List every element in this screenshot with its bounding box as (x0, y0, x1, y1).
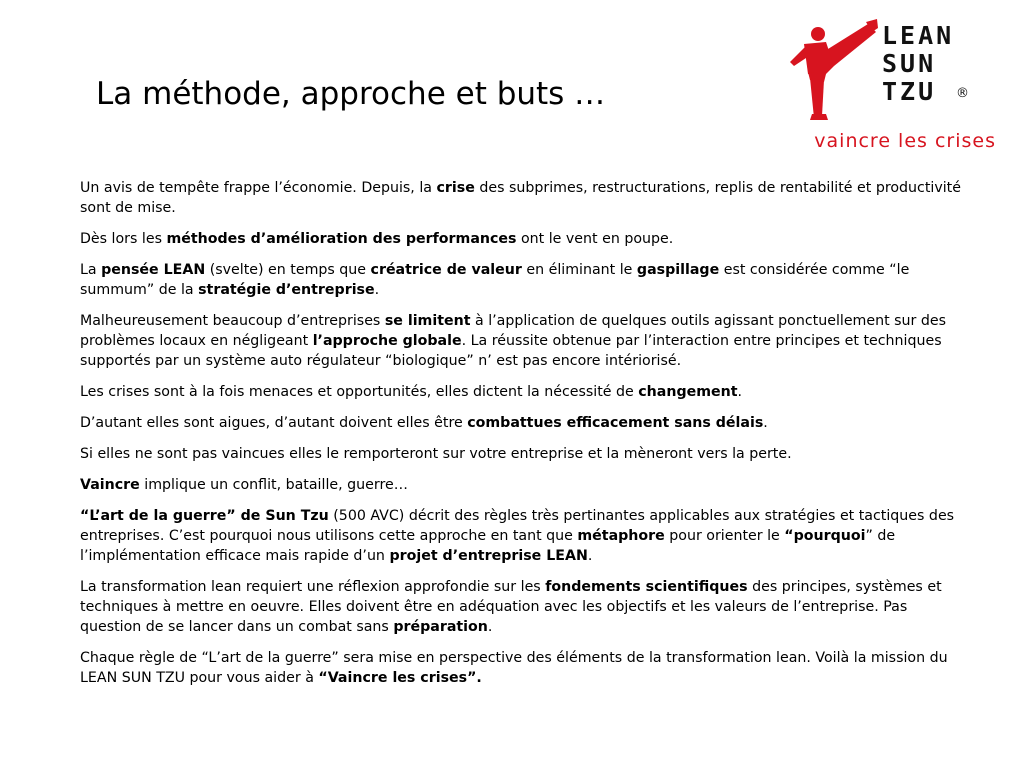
text-run: . (374, 282, 380, 298)
bold-text: “pourquoi (784, 528, 866, 544)
bold-text: l’approche globale (312, 333, 462, 349)
paragraph (80, 260, 970, 300)
text-run: D’autant elles sont aigues, d’autant doivent elles être (80, 415, 468, 431)
lean-sun-tzu-logo (760, 18, 1010, 158)
text-run: est considérée comme “le summum” de la (80, 262, 910, 298)
paragraph (80, 178, 970, 218)
paragraph (80, 506, 970, 566)
bold-text: gaspillage (636, 262, 720, 278)
bold-text: “L’art de la guerre” de Sun Tzu (80, 508, 329, 524)
text-run: . (587, 548, 593, 564)
bold-text: créatrice de valeur (370, 262, 522, 278)
text-run: . (487, 619, 493, 635)
bold-text: “Vaincre les crises”. (318, 670, 482, 686)
paragraph (80, 444, 970, 464)
bold-text: se limitent (384, 313, 471, 329)
text-run: Malheureusement beaucoup d’entreprises (80, 313, 385, 329)
page-title: La méthode, approche et buts … (96, 76, 606, 112)
text-run: des subprimes, restructurations, replis de rentabilité et productivité sont de mise. (80, 180, 961, 216)
text-run: . (763, 415, 768, 431)
text-run: Un avis de tempête frappe l’économie. Depuis, la (80, 180, 437, 196)
logo-line-lean: LEAN (882, 21, 955, 50)
paragraph (80, 382, 970, 402)
registered-mark: ® (956, 86, 969, 101)
paragraph (80, 311, 970, 371)
bold-text: changement (638, 384, 738, 400)
text-run: . La réussite obtenue par l’interaction entre principes et techniques supportés par un système auto régulateur “biologique” n’ est pas encore intériorisé. (80, 333, 942, 369)
text-run: Si elles ne sont pas vaincues elles le remporteront sur votre entreprise et la mèneront vers la perte. (80, 446, 792, 462)
text-run: La transformation lean requiert une réflexion approfondie sur les (80, 579, 546, 595)
bold-text: Vaincre (80, 477, 140, 493)
text-run: Les crises sont à la fois menaces et opportunités, elles dictent la nécessité de (80, 384, 639, 400)
bold-text: combattues efficacement sans délais (467, 415, 764, 431)
karate-kick-silhouette-icon (782, 18, 878, 120)
text-run: ont le vent en poupe. (516, 231, 674, 247)
bold-text: préparation (393, 619, 488, 635)
text-run: Dès lors les (80, 231, 167, 247)
bold-text: projet d’entreprise LEAN (389, 548, 588, 564)
bold-text: métaphore (577, 528, 665, 544)
logo-line-tzu: TZU (882, 77, 937, 106)
text-run: en éliminant le (521, 262, 637, 278)
text-run: . (737, 384, 743, 400)
logo-wordmark (882, 22, 954, 106)
paragraph (80, 413, 970, 433)
paragraph (80, 229, 970, 249)
text-run: implique un conflit, bataille, guerre… (139, 477, 408, 493)
text-run: ” de l’implémentation efficace mais rapide d’un (80, 528, 896, 564)
text-run: Chaque règle de “L’art de la guerre” sera mise en perspective des éléments de la transformation lean. Voilà la mission du LEAN SUN TZU pour vous aider à (80, 650, 948, 686)
bold-text: fondements scientifiques (545, 579, 748, 595)
paragraph (80, 648, 970, 688)
bold-text: méthodes d’amélioration des performances (166, 231, 517, 247)
slide-body (80, 178, 970, 699)
paragraph (80, 475, 970, 495)
text-run: (svelte) en temps que (205, 262, 371, 278)
text-run: pour orienter le (664, 528, 785, 544)
logo-line-sun: SUN (882, 49, 937, 78)
logo-tagline: vaincre les crises (814, 130, 996, 152)
text-run: des principes, systèmes et techniques à mettre en oeuvre. Elles doivent être en adéquation avec les objectifs et les valeurs de l’entreprise. Pas question de se lancer dans un combat sans (80, 579, 942, 635)
text-run: à l’application de quelques outils agissant ponctuellement sur des problèmes locaux en négligeant (80, 313, 947, 349)
text-run: (500 AVC) décrit des règles très pertinantes applicables aux stratégies et tactiques des entreprises. C’est pourquoi nous utilisons cette approche en tant que (80, 508, 955, 544)
bold-text: crise (436, 180, 475, 196)
bold-text: pensée LEAN (101, 262, 206, 278)
text-run: La (80, 262, 102, 278)
paragraph (80, 577, 970, 637)
bold-text: stratégie d’entreprise (198, 282, 375, 298)
